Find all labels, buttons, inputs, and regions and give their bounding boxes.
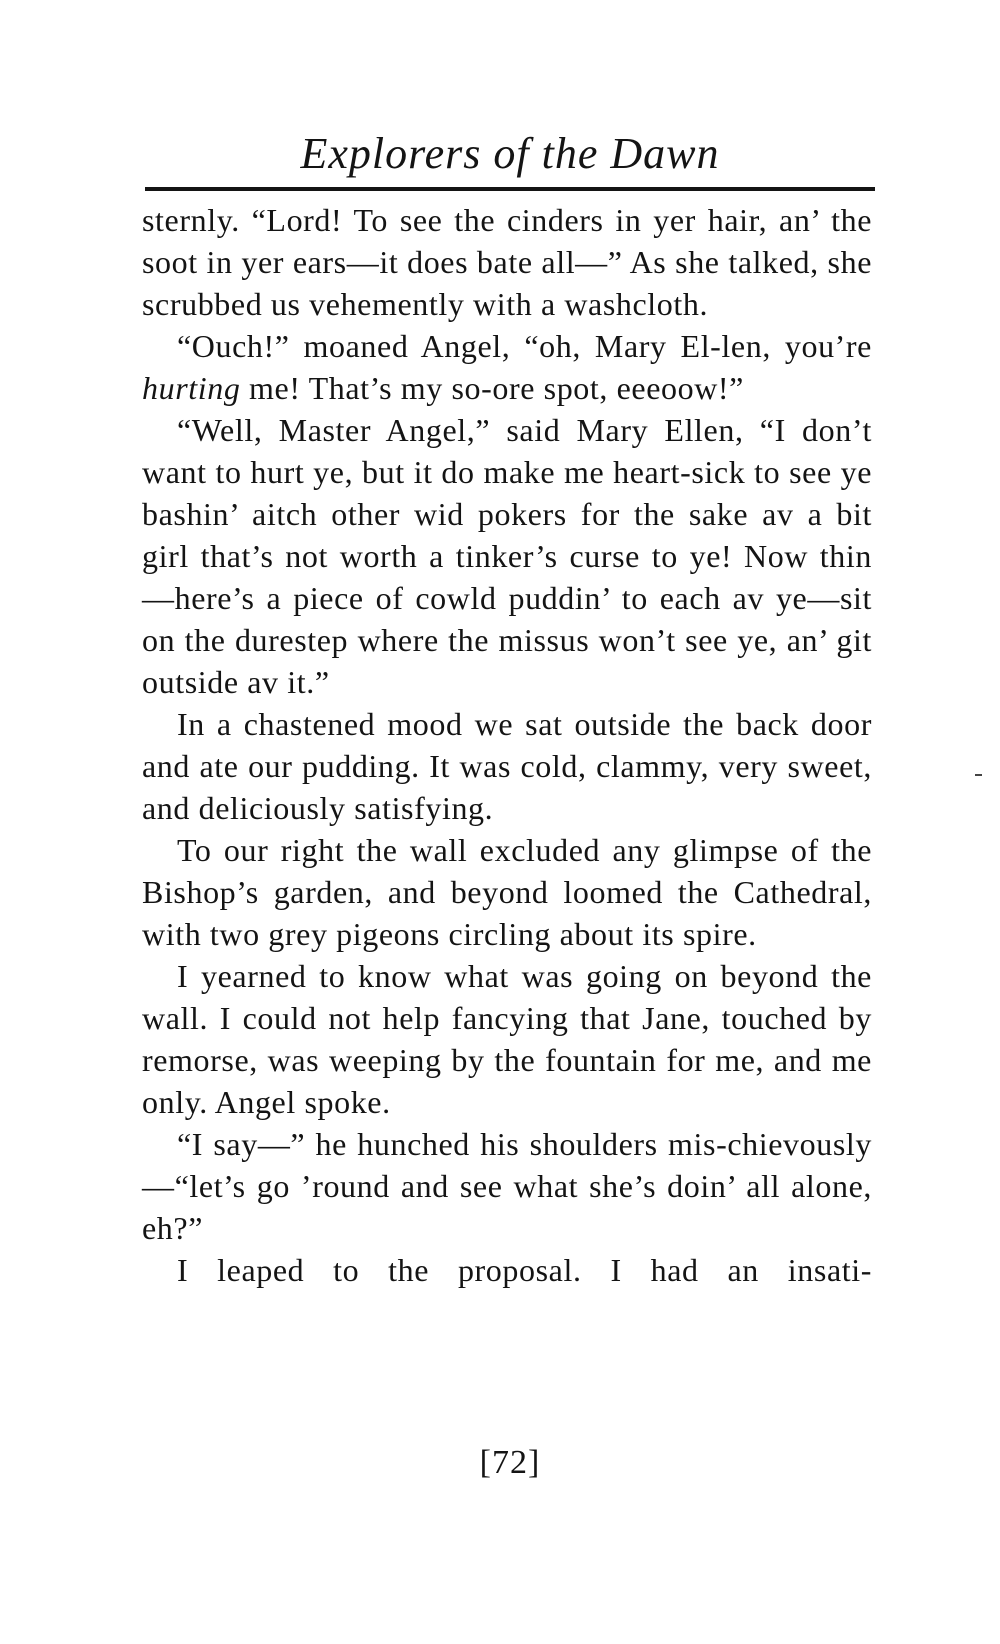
paragraph	[142, 325, 872, 409]
running-head: Explorers of the Dawn	[300, 129, 720, 178]
emphasized-word: hurting	[142, 370, 241, 406]
paragraph: In a chastened mood we sat outside the back door and ate our pudding. It was cold, clammy, very sweet, and deliciously satisfying.	[142, 706, 872, 826]
paragraph: I leaped to the proposal. I had an insati-	[177, 1252, 872, 1288]
paragraph: sternly. “Lord! To see the cinders in yer hair, an’ the soot in yer ears—it does bate all—” As she talked, she scrubbed us vehemently with a washcloth.	[142, 202, 872, 322]
paragraph: “Well, Master Angel,” said Mary Ellen, “I don’t want to hurt ye, but it do make me heart-sick to see ye bashin’ aitch other wid pokers for the sake av a bit girl that’s not worth a tinker’s curse to ye! Now thin—here’s a piece of cowld puddin’ to each av ye—sit on the durestep where the missus won’t see ye, an’ git outside av it.”	[142, 412, 872, 700]
body-text	[142, 199, 872, 1291]
page-number: [72]	[479, 1444, 541, 1481]
paragraph: I yearned to know what was going on beyond the wall. I could not help fancying that Jane, touched by remorse, was weeping by the fountain for me, and me only. Angel spoke.	[142, 958, 872, 1120]
header-rule	[145, 187, 875, 191]
paragraph: To our right the wall excluded any glimpse of the Bishop’s garden, and beyond loomed the Cathedral, with two grey pigeons circling about its spire.	[142, 832, 872, 952]
paragraph-text: me! That’s my so-ore spot, eeeoow!”	[240, 370, 744, 406]
margin-mark	[975, 774, 982, 776]
paragraph-text: “Ouch!” moaned Angel, “oh, Mary El-len, you’re	[177, 328, 872, 364]
paragraph: “I say—” he hunched his shoulders mis-chievously—“let’s go ’round and see what she’s doin’ all alone, eh?”	[142, 1126, 872, 1246]
